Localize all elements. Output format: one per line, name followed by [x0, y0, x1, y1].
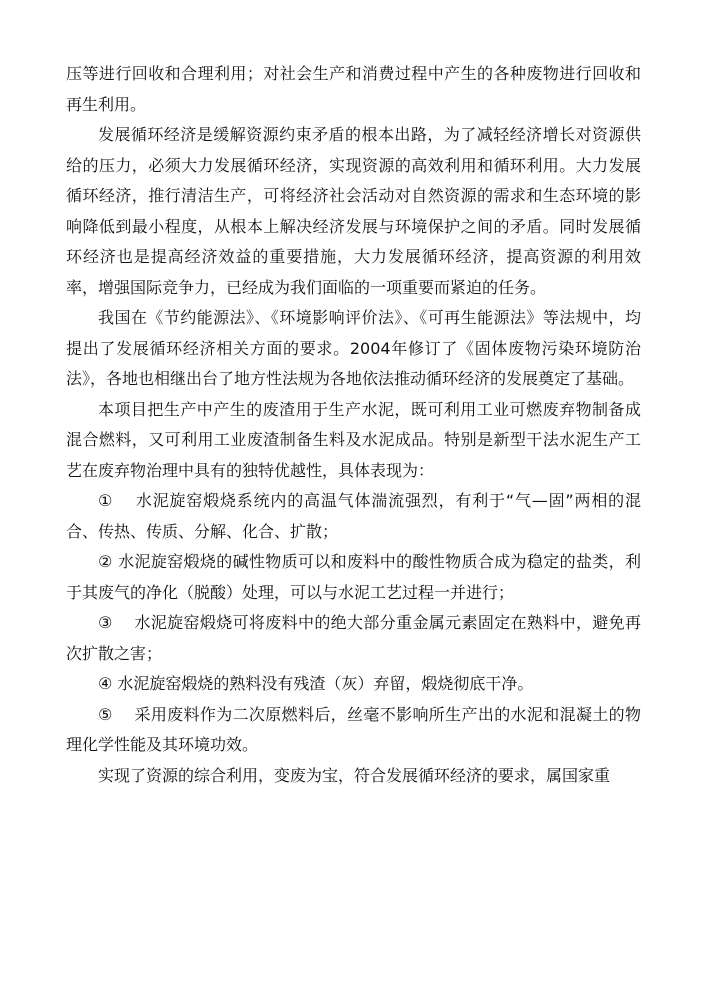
paragraph-legislation: 我国在《节约能源法》、《环境影响评价法》、《可再生能源法》等法规中，均提出了发展循环经济相关方面的要求。2004年修订了《固体废物污染环境防治法》，各地也相继出台了地方性法规为各地依法推动循环经济的发展奠定了基础。 — [66, 308, 641, 388]
paragraph-conclusion: 实现了资源的综合利用，变废为宝，符合发展循环经济的要求，属国家重 — [98, 765, 611, 785]
paragraph-continuation: 压等进行回收和合理利用；对社会生产和消费过程中产生的各种废物进行回收和再生利用。 — [66, 64, 641, 114]
paragraph-circular-economy: 发展循环经济是缓解资源约束矛盾的根本出路，为了减轻经济增长对资源供给的压力，必须大力发展循环经济，实现资源的高效利用和循环利用。大力发展循环经济，推行清洁生产，可将经济社会活动对自然资源的需求和生态环境的影响降低到最小程度，从根本上解决经济发展与环境保护之间的矛盾。同时发展循环经济也是提高经济效益的重要措施，大力发展循环经济，提高资源的利用效率，增强国际竞争力，已经成为我们面临的一项重要而紧迫的任务。 — [66, 125, 641, 297]
list-item-4: ④ 水泥旋窑煅烧的熟料没有残渣（灰）弃留，煅烧彻底干净。 — [98, 674, 534, 693]
list-item-2: ② 水泥旋窑煅烧的碱性物质可以和废料中的酸性物质合成为稳定的盐类，利于其废气的净化（脱酸）处理，可以与水泥工艺过程一并进行； — [66, 552, 641, 602]
list-item-3: ③ 水泥旋窑煅烧可将废料中的绝大部分重金属元素固定在熟料中，避免再次扩散之害； — [66, 613, 641, 663]
document-body — [66, 59, 641, 791]
list-item-5: ⑤ 采用废料作为二次原燃料后，丝毫不影响所生产出的水泥和混凝土的物理化学性能及其环境功效。 — [66, 704, 641, 754]
paragraph-project: 本项目把生产中产生的废渣用于生产水泥，既可利用工业可燃废弃物制备成混合燃料，又可利用工业废渣制备生料及水泥成品。特别是新型干法水泥生产工艺在废弃物治理中具有的独特优越性，具体表现为： — [66, 399, 641, 480]
list-item-1: ① 水泥旋窑煅烧系统内的高温气体湍流强烈，有利于“气—固”两相的混合、传热、传质、分解、化合、扩散； — [66, 491, 641, 541]
